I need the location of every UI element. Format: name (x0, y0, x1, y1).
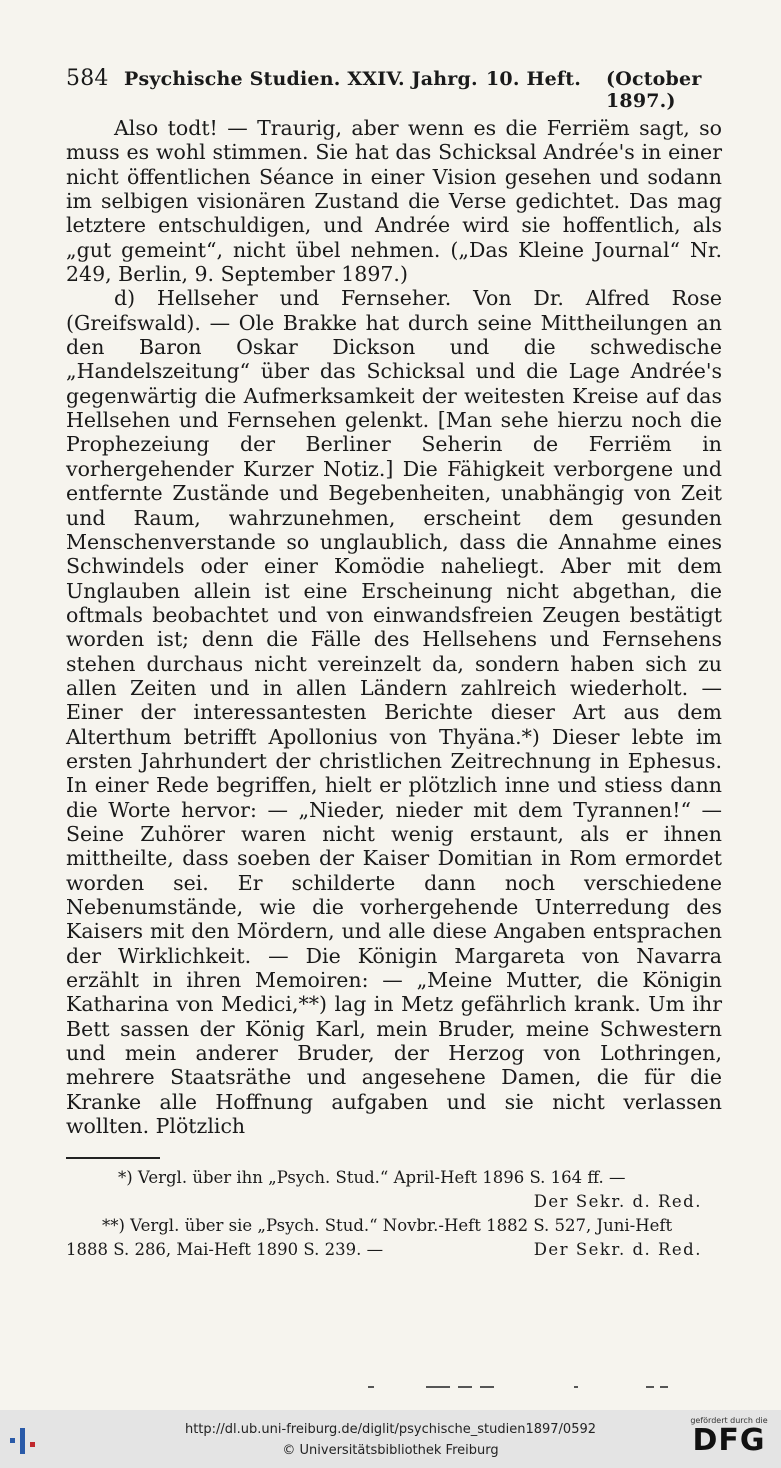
scan-artifact-dashes (360, 1386, 680, 1390)
main-text (66, 116, 722, 1138)
journal-title: Psychische Studien. XXIV. Jahrg. (124, 68, 478, 90)
dfg-logo-text: DFG (692, 1423, 766, 1458)
dfg-logo (685, 1416, 773, 1464)
running-header (66, 62, 726, 112)
paragraph-2: d) Hellseher und Fernseher. Von Dr. Alfred Rose (Greifswald). — Ole Brakke hat durch seine Mittheilungen an den Baron Oskar Dickson und die schwedische „Handelszeitung“ über das Schicksal und die Lage Andrée's gegenwärtig die Aufmerksamkeit der weitesten Kreise auf das Hellsehen und Fernsehen gelenkt. [Man sehe hierzu noch die Prophezeiung der Berliner Seherin de Ferriëm in vorhergehender Kurzer Notiz.] Die Fähigkeit verborgene und entfernte Zustände und Begebenheiten, unabhängig von Zeit und Raum, wahrzunehmen, erscheint dem gesunden Menschenverstande so unglaublich, dass die Annahme eines Schwindels oder einer Komödie naheliegt. Aber mit dem Unglauben allein ist eine Erscheinung nicht abgethan, die oftmals beobachtet und von einwandsfreien Zeugen bestätigt worden ist; denn die Fälle des Hellsehens und Fernsehens stehen durchaus nicht vereinzelt da, sondern haben sich zu allen Zeiten und in allen Ländern zahlreich wiederholt. — Einer der interessantesten Berichte dieser Art aus dem Alterthum betrifft Apollonius von Thyäna.*) Dieser lebte im ersten Jahrhundert der christlichen Zeitrechnung in Ephesus. In einer Rede begriffen, hielt er plötzlich inne und stiess dann die Worte hervor: — „Nieder, nieder mit dem Tyrannen!“ — Seine Zuhörer waren nicht wenig erstaunt, als er ihnen mittheilte, dass soeben der Kaiser Domitian in Rom ermordet worden sei. Er schilderte dann noch verschiedene Nebenumstände, wie die vorhergehende Unterredung des Kaisers mit den Mördern, und alle diese Angaben entsprachen der Wirklichkeit. — Die Königin Margareta von Navarra erzählt in ihren Memoiren: — „Meine Mutter, die Königin Katharina von Medici,**) lag in Metz gefährlich krank. Um ihr Bett sassen der König Karl, mein Bruder, meine Schwestern und mein anderer Bruder, der Herzog von Lothringen, mehrere Staatsräthe und angesehene Damen, die für die Kranke alle Hoffnung aufgaben und sie nicht verlassen wollten. Plötzlich (66, 286, 722, 1139)
footnote-2-text: **) Vergl. über sie „Psych. Stud.“ Novbr.-Heft 1882 S. 527, Juni-Heft 1888 S. 286, Mai-Heft 1890 S. 239. — (66, 1216, 673, 1259)
source-url-link[interactable]: http://dl.ub.uni-freiburg.de/diglit/psychische_studien1897/0592 (184, 1422, 597, 1437)
viewer-footer (0, 1410, 781, 1468)
page-number: 584 (66, 66, 109, 91)
copyright-text: © Universitätsbibliothek Freiburg (282, 1443, 499, 1458)
footnote-2-signature: Der Sekr. d. Red. (533, 1240, 702, 1259)
footnote-1 (66, 1166, 716, 1214)
paragraph-1: Also todt! — Traurig, aber wenn es die Ferriëm sagt, so muss es wohl stimmen. Sie hat das Schicksal Andrée's in einer nicht öffentlichen Séance in einer Vision gesehen und sodann im selbigen visionären Zustand die Verse gedichtet. Das mag letztere entschuldigen, und Andrée wird sie hoffentlich, als „gut gemeint“, nicht übel nehmen. („Das Kleine Journal“ Nr. 249, Berlin, 9. September 1897.) (66, 116, 722, 287)
footnote-1-signature: Der Sekr. d. Red. (533, 1192, 702, 1211)
footnote-1-text: *) Vergl. über ihn „Psych. Stud.“ April-Heft 1896 S. 164 ff. — (118, 1168, 626, 1187)
footnote-divider (66, 1157, 160, 1159)
footnote-2 (66, 1214, 716, 1262)
issue-number: 10. Heft. (486, 68, 582, 90)
footnotes (66, 1166, 716, 1262)
dfg-caption: gefördert durch die (690, 1416, 768, 1425)
issue-date: (October 1897.) (606, 68, 702, 112)
